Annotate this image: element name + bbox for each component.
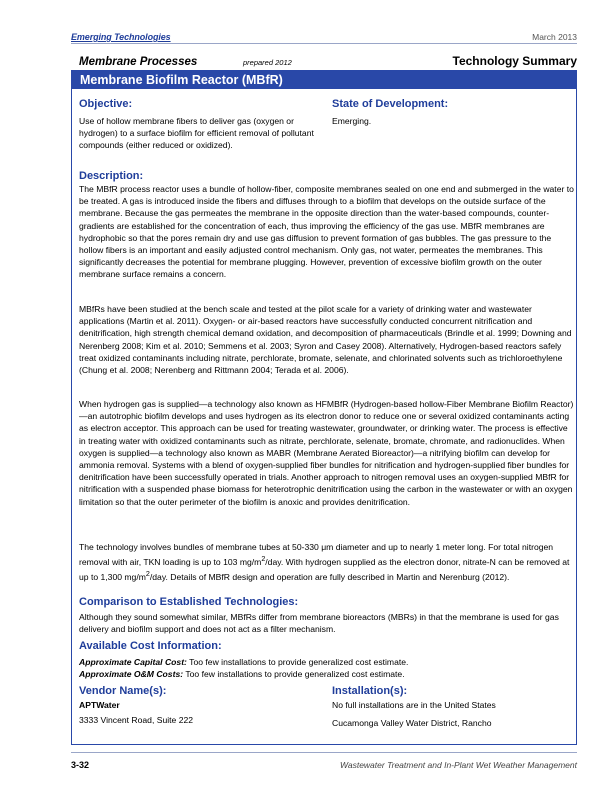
description-paragraph-2: MBfRs have been studied at the bench scale and tested at the pilot scale for a variety of drinking water and wastewater applications (Martin et al. 2011). Oxygen- or air-based reactors have successfully conducted concurrent nitrification and denitrification, high strength chemical demand oxidation, and decomposition of pharmaceuticals (Brindle et al. 1999; Downing and Nerenberg 2008; Kim et al. 2010; Semmens et al. 2003; Syron and Casey 2008). Alternatively, Hydrogen-based reactors safely treat oxidized contaminants including nitrate, perchlorate, bromate, selenate, and chlorinated solvents such as trichloroethylene (Chung et al. 2008; Nerenberg and Rittmann 2004; Terada et al. 2006). [79,304,572,376]
description-paragraph-4 [79,541,575,583]
vendor-heading: Vendor Name(s): [79,685,167,697]
cost-text [79,656,575,680]
comparison-text: Although they sound somewhat similar, MBfRs differ from membrane bioreactors (MBRs) in that the membrane is used for gas delivery and biofilm support and does not act as a filter mechanism. [79,612,559,635]
footer-title: Wastewater Treatment and In-Plant Wet Weather Management [339,760,577,770]
document-title [71,70,577,89]
om-cost-line [79,668,575,680]
om-cost-label: Approximate O&M Costs: [79,669,184,680]
state-heading: State of Development: [332,98,449,110]
section-name: Membrane Processes [79,56,198,68]
section-header [79,54,577,68]
comparison-heading: Comparison to Established Technologies: [79,596,299,608]
page-number: 3-32 [71,760,90,770]
installations-heading: Installation(s): [332,685,408,697]
top-header-bar [71,29,577,44]
p4-superscript-1: 2 [261,555,266,564]
om-cost-value: Too few installations to provide generalized cost estimate. [183,669,405,680]
publication-date: March 2013 [532,32,577,42]
installation-line-1: No full installations are in the United States [332,700,496,710]
document-title-text: Membrane Biofilm Reactor (MBfR) [80,72,283,87]
capital-cost-label: Approximate Capital Cost: [79,657,187,667]
footer-divider [71,752,577,753]
objective-heading: Objective: [79,98,133,110]
capital-cost-value: Too few installations to provide generalized cost estimate. [186,657,409,667]
brand-title: Emerging Technologies [71,32,171,42]
p4-superscript-2: 2 [145,570,150,579]
p4-part-a: The technology involves bundles of membrane tubes at 50-330 μm diameter and up to nearly 1 meter long. For total nitrogen removal with air, TKN loading is up to 103 mg/m [79,542,554,568]
cost-heading: Available Cost Information: [79,640,222,652]
description-heading: Description: [79,170,144,182]
p4-part-b: /day. With hydrogen supplied as the electron donor, nitrate-N can be removed at up to 1,300 mg/m [79,557,570,583]
vendor-address: 3333 Vincent Road, Suite 222 [79,715,194,725]
description-paragraph-1: The MBfR process reactor uses a bundle of hollow-fiber, composite membranes sealed on one end and submerged in the water to be treated. A gas is introduced inside the fibers and diffuses through to a biofilm that develops on the outside surface of the membrane. Because the gas permeates the membrane in the opposite direction than the water-based compounds, counter-gradients are established for the concentration of each, thus improving the efficiency of the gas use. MBfR membranes are hydrophobic so that the pores remain dry and use gas diffusion to prevent formation of gas bubbles. The gas pressure to the hollow fibers is an important and easily adjusted control mechanism. Only gas, not water, permeates the membranes. This significantly decreases the potential for membrane plugging. However, prevention of excessive biofilm growth on the outer membrane surface remains a concern. [79,184,574,280]
capital-cost-line [79,656,575,668]
summary-title: Technology Summary [452,54,577,68]
installation-line-2: Cucamonga Valley Water District, Rancho [332,718,492,728]
vendor-name: APTWater [79,700,120,710]
p4-part-c: /day. Details of MBfR design and operation are fully described in Martin and Nerenburg (2012). [149,572,510,583]
state-text: Emerging. [332,116,372,126]
objective-text: Use of hollow membrane fibers to deliver gas (oxygen or hydrogen) to a surface biofilm for efficient removal of pollutant compounds (either reduced or oxidized). [79,116,314,151]
prepared-note: prepared 2012 [243,58,292,67]
description-paragraph-3: When hydrogen gas is supplied—a technology also known as HFMBfR (Hydrogen-based hollow-Fiber Membrane Biofilm Reactor)—an autotrophic biofilm develops and uses hydrogen as its electron donor to reduce one or several oxidized contaminants acting as electron acceptor. This approach can be used for treating wastewater, groundwater, or drinking water. The process is effective in treating water with oxidized contaminants such as nitrate, perchlorate, selenate, bromate, chromate, and radionuclides. When oxygen is supplied—a technology also known as MABR (Membrane Aerated Bioreactor)—a nitrifying biofilm can develop for ammonia removal. Systems with a blend of oxygen-supplied fiber bundles for nitrification and hydrogen-supplied fiber bundles for denitrification have been successfully operated in trials. Another approach to nitrogen removal uses an oxygen-supplied MBfR for nitrification with a suspended phase biomass for heterotrophic denitrification using the carbon in the wastewater or with an oxygen limitation so that the outer perimeter of the biofilm is anoxic and provides denitrification. [79,399,574,507]
